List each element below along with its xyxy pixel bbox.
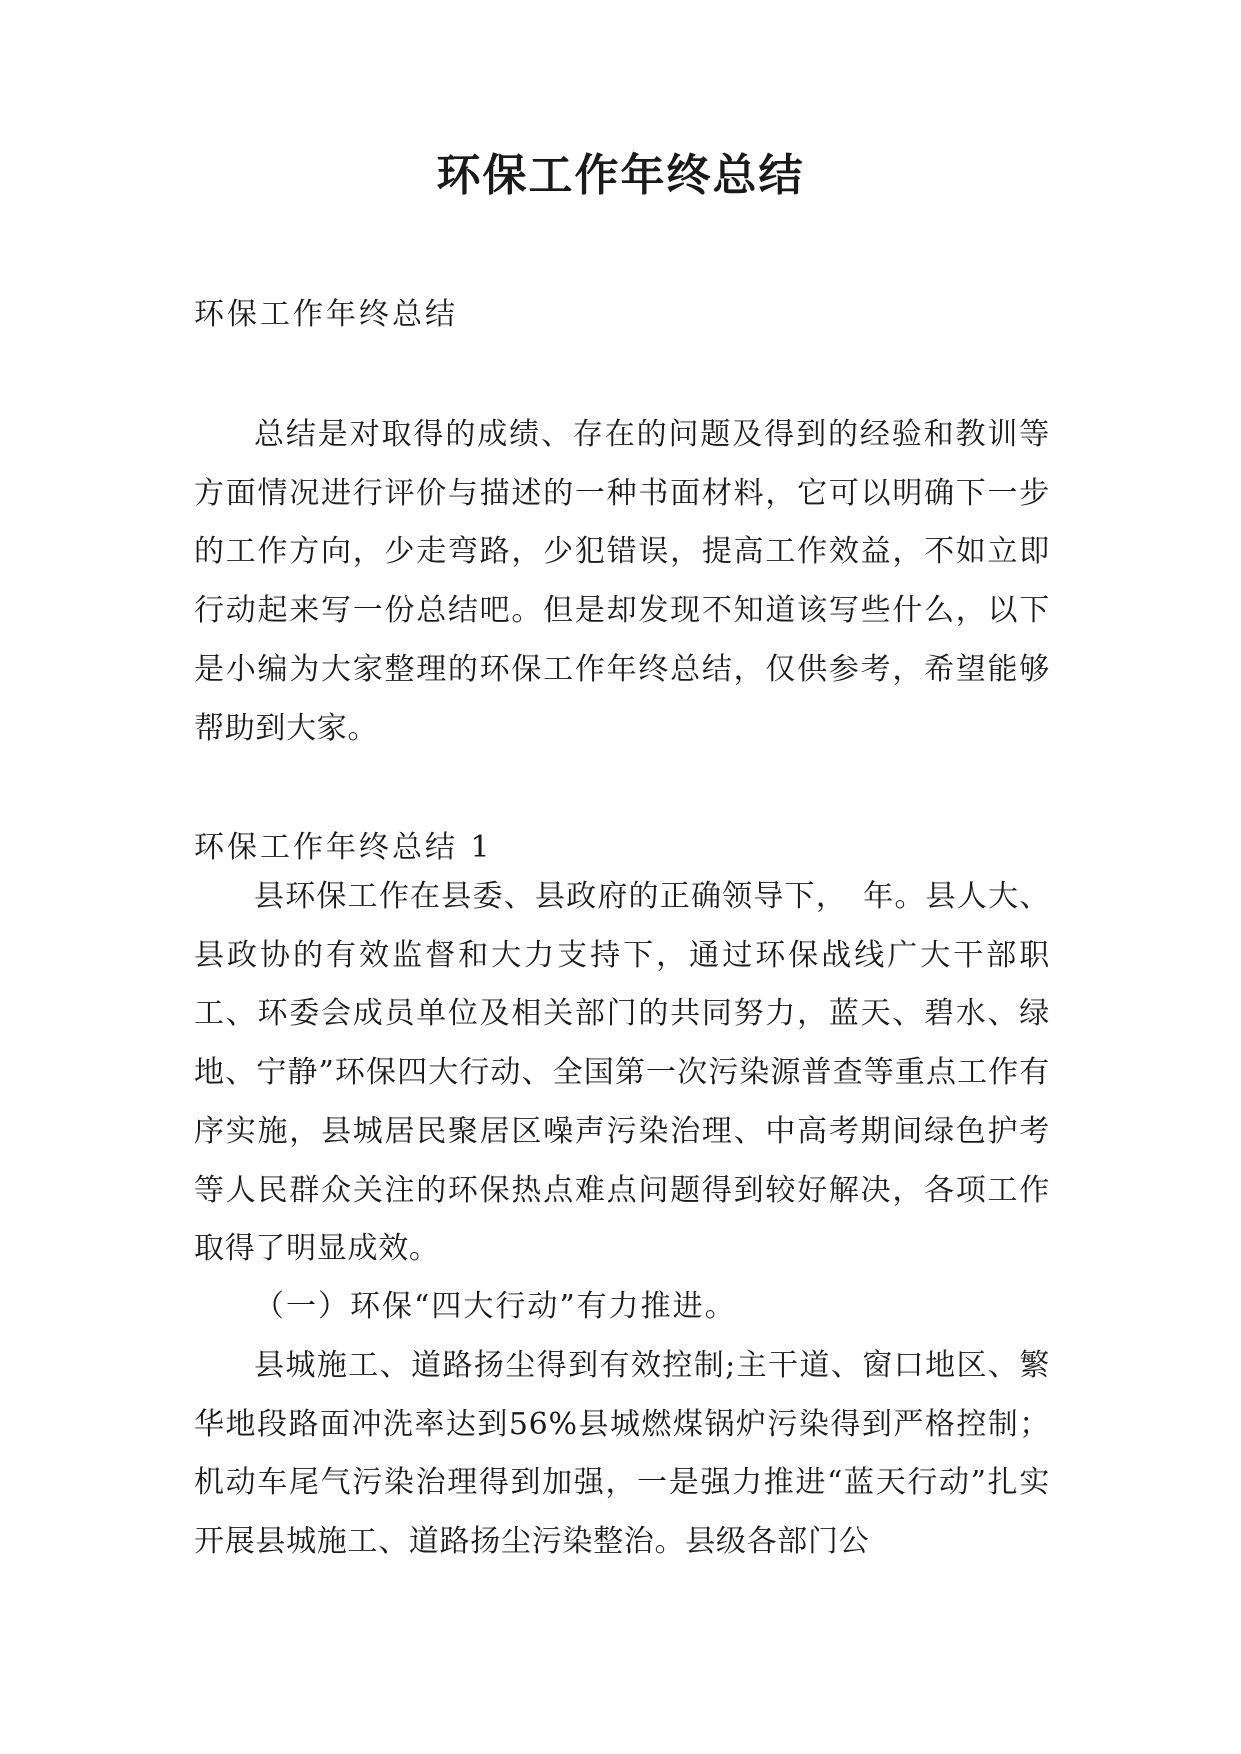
- document-subtitle: 环保工作年终总结: [194, 297, 458, 332]
- document-title: 环保工作年终总结: [436, 150, 805, 201]
- subsection-paragraph: 县城施工、道路扬尘得到有效控制;主干道、窗口地区、繁华地段路面冲洗率达到56%县城燃煤锅炉污染得到严格控制；机动车尾气污染治理得到加强，一是强力推进“蓝天行动”扎实开展县城施工、道路扬尘污染整治。县级各部门公: [194, 1348, 1050, 1560]
- subsection-heading: （一）环保“四大行动”有力推进。: [254, 1289, 737, 1324]
- intro-paragraph: 总结是对取得的成绩、存在的问题及得到的经验和教训等方面情况进行评价与描述的一种书面材料，它可以明确下一步的工作方向，少走弯路，少犯错误，提高工作效益，不如立即行动起来写一份总结吧。但是却发现不知道该写些什么，以下是小编为大家整理的环保工作年终总结，仅供参考，希望能够帮助到大家。: [194, 417, 1050, 746]
- section-paragraph: 县环保工作在县委、县政府的正确领导下， 年。县人大、县政协的有效监督和大力支持下，通过环保战线广大干部职工、环委会成员单位及相关部门的共同努力，蓝天、碧水、绿地、宁静”环保四大行动、全国第一次污染源普查等重点工作有序实施，县城居民聚居区噪声污染治理、中高考期间绿色护考等人民群众关注的环保热点难点问题得到较好解决，各项工作取得了明显成效。: [194, 879, 1050, 1267]
- section-title: 环保工作年终总结 1: [194, 830, 493, 865]
